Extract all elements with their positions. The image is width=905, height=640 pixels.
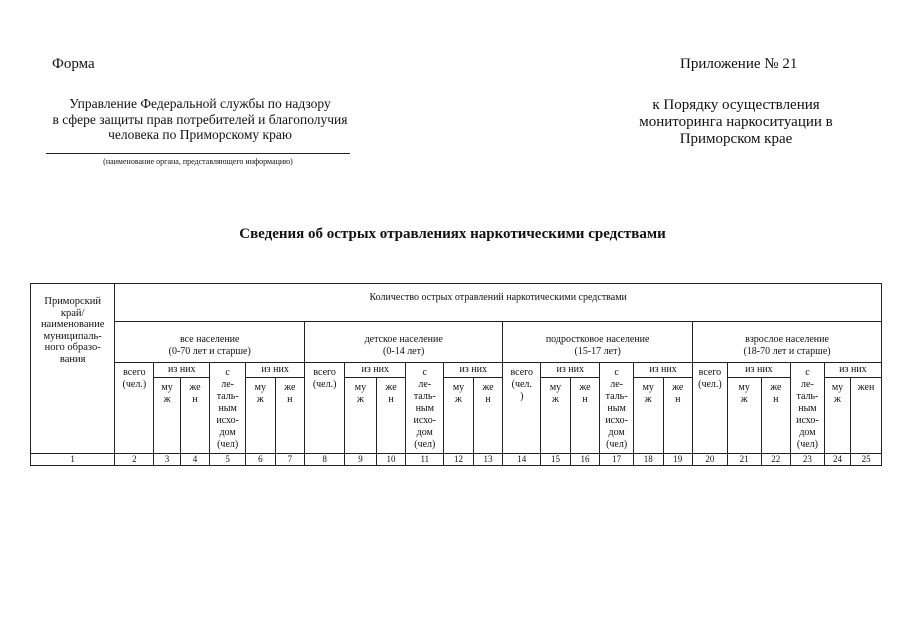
fatal-line: с — [805, 367, 810, 378]
fatal-line: таль- — [216, 391, 239, 402]
male-header — [154, 378, 180, 454]
total-line: (чел.) — [122, 379, 147, 390]
column-number: 4 — [180, 454, 210, 466]
of-them-text: из них — [839, 364, 867, 375]
column-number: 15 — [541, 454, 571, 466]
column-number: 24 — [824, 454, 850, 466]
fatal-line: ле- — [801, 379, 814, 390]
female-line: же — [579, 382, 591, 393]
fatal-line: ным — [218, 403, 237, 414]
order-line: к Порядку осуществления — [652, 97, 820, 113]
form-label: Форма — [52, 56, 95, 72]
fatal-line: дом — [416, 427, 433, 438]
main-header-text: Количество острых отравлений наркотическими средствами — [369, 292, 627, 303]
male-line: ж — [357, 394, 364, 405]
column-number: 19 — [663, 454, 693, 466]
column-number: 7 — [275, 454, 305, 466]
fatal-line: исхо- — [605, 415, 628, 426]
of-them-header — [154, 363, 210, 378]
column-number: 3 — [154, 454, 180, 466]
total-line: всего — [123, 367, 146, 378]
total-line: (чел.) — [698, 379, 722, 390]
male-line: ж — [740, 394, 748, 405]
female-line: же — [770, 382, 782, 393]
group-age-range: (0-70 лет и старше) — [168, 346, 251, 357]
fatal-line: с — [225, 367, 230, 378]
total-line: всего — [313, 367, 336, 378]
male-line: му — [254, 382, 266, 393]
region-header-line: Приморский — [44, 296, 101, 307]
fatal-header — [600, 363, 634, 454]
fatal-line: исхо- — [216, 415, 239, 426]
male-header — [345, 378, 377, 454]
of-them-header — [541, 363, 600, 378]
total-line: всего — [698, 367, 722, 378]
female-line: же — [482, 382, 494, 393]
fatal-line: таль- — [413, 391, 436, 402]
region-header-line: наименование — [40, 319, 105, 330]
fatal-line: (чел) — [796, 439, 818, 450]
fatal-line: (чел) — [217, 439, 239, 450]
female-line: н — [287, 394, 293, 405]
fatal-line: таль- — [796, 391, 819, 402]
male-header — [727, 378, 761, 454]
column-number: 14 — [503, 454, 541, 466]
group-label: взрослое население — [745, 334, 829, 345]
group-age-range: (18-70 лет и старше) — [743, 346, 831, 357]
column-number: 12 — [444, 454, 474, 466]
column-number: 20 — [693, 454, 728, 466]
group-children — [305, 322, 503, 363]
female-line: же — [672, 382, 684, 393]
poisoning-table — [30, 283, 882, 466]
column-number: 13 — [473, 454, 503, 466]
fatal-line: ле- — [610, 379, 624, 390]
female-line: н — [388, 394, 394, 405]
of-them-text: из них — [361, 364, 389, 375]
female-line: же — [284, 382, 296, 393]
female-header — [663, 378, 693, 454]
female-header — [275, 378, 305, 454]
female-header — [473, 378, 503, 454]
fatal-line: (чел) — [606, 439, 628, 450]
fatal-line: ле- — [418, 379, 432, 390]
of-them-header — [444, 363, 503, 378]
column-number: 21 — [727, 454, 761, 466]
column-number: 5 — [210, 454, 246, 466]
column-number: 8 — [305, 454, 345, 466]
column-number: 17 — [600, 454, 634, 466]
fatal-line: дом — [799, 427, 816, 438]
male-header — [444, 378, 474, 454]
of-them-header — [727, 363, 790, 378]
male-header — [246, 378, 276, 454]
column-number: 9 — [345, 454, 377, 466]
male-line: ж — [455, 394, 462, 405]
column-number: 22 — [761, 454, 791, 466]
male-line: ж — [644, 394, 652, 405]
total-header — [503, 363, 541, 454]
group-label: все население — [179, 334, 240, 345]
fatal-line: (чел) — [414, 439, 436, 450]
female-header — [761, 378, 791, 454]
main-header — [115, 284, 882, 322]
male-line: ж — [256, 394, 264, 405]
female-line: н — [485, 394, 491, 405]
of-them-text: из них — [261, 364, 289, 375]
female-line: н — [773, 394, 779, 405]
total-header — [305, 363, 345, 454]
column-number: 11 — [406, 454, 444, 466]
region-header-line: ного образо- — [44, 342, 101, 353]
male-header — [634, 378, 664, 454]
fatal-header — [406, 363, 444, 454]
fatal-line: дом — [608, 427, 625, 438]
appendix-label: Приложение № 21 — [680, 56, 798, 72]
male-line: ж — [834, 394, 841, 405]
female-line: н — [675, 394, 681, 405]
fatal-line: ным — [798, 403, 817, 414]
organization-caption: (наименование органа, представляющего информацию) — [103, 157, 293, 166]
column-number: 10 — [376, 454, 406, 466]
male-header — [541, 378, 571, 454]
group-label: детское население — [364, 334, 443, 345]
male-line: му — [549, 382, 562, 393]
fatal-line: ле- — [221, 379, 235, 390]
of-them-text: из них — [745, 364, 773, 375]
column-number: 18 — [634, 454, 664, 466]
fatal-line: с — [614, 367, 619, 378]
of-them-text: из них — [649, 364, 677, 375]
order-line: мониторинга наркоситуации в — [639, 114, 833, 130]
female-header — [376, 378, 406, 454]
male-line: му — [738, 382, 750, 393]
female-header — [570, 378, 600, 454]
fatal-line: таль- — [605, 391, 628, 402]
female-header — [180, 378, 210, 454]
fatal-line: ным — [607, 403, 626, 414]
group-age-range: (0-14 лет) — [383, 346, 425, 357]
female-header — [851, 378, 882, 454]
female-line: жен — [857, 382, 875, 393]
column-number: 23 — [791, 454, 825, 466]
fatal-line: исхо- — [796, 415, 819, 426]
male-line: му — [354, 382, 367, 393]
female-line: же — [189, 382, 201, 393]
column-number: 25 — [851, 454, 882, 466]
male-header — [824, 378, 850, 454]
region-header-line: муниципаль- — [43, 330, 102, 342]
male-line: му — [452, 382, 465, 393]
of-them-text: из них — [556, 364, 584, 375]
group-age-range: (15-17 лет) — [574, 346, 621, 357]
fatal-line: с — [422, 367, 427, 378]
document-title: Сведения об острых отравлениях наркотическими средствами — [239, 226, 666, 242]
organization-underline — [46, 153, 350, 154]
male-line: му — [161, 382, 173, 393]
male-line: му — [642, 382, 654, 393]
organization-line: Управление Федеральной службы по надзору — [69, 96, 331, 111]
column-number: 16 — [570, 454, 600, 466]
total-line: (чел.) — [312, 379, 337, 390]
female-line: же — [385, 382, 397, 393]
order-line: Приморском крае — [679, 131, 793, 147]
column-number: 2 — [115, 454, 154, 466]
female-line: н — [192, 394, 198, 405]
of-them-header — [824, 363, 881, 378]
of-them-header — [634, 363, 693, 378]
of-them-header — [345, 363, 406, 378]
of-them-text: из них — [459, 364, 488, 375]
total-header — [693, 363, 728, 454]
fatal-line: ным — [415, 403, 434, 414]
column-numbers-row — [31, 454, 882, 466]
region-header — [31, 284, 115, 454]
organization-line: человека по Приморскому краю — [108, 127, 292, 142]
male-line: му — [831, 382, 844, 393]
fatal-header — [210, 363, 246, 454]
region-header-line: вания — [59, 353, 86, 365]
female-line: н — [582, 394, 588, 405]
order-reference — [620, 97, 852, 148]
organization-name — [40, 96, 360, 143]
of-them-text: из них — [168, 364, 196, 375]
total-line: всего — [510, 367, 534, 378]
column-number: 1 — [31, 454, 115, 466]
group-adults — [693, 322, 882, 363]
group-label: подростковое население — [545, 334, 650, 345]
of-them-header — [246, 363, 305, 378]
male-line: ж — [552, 394, 559, 405]
column-number: 6 — [246, 454, 276, 466]
organization-line: в сфере защиты прав потребителей и благополучия — [52, 111, 348, 127]
region-header-line: край/ — [60, 307, 85, 319]
total-line: ) — [520, 391, 524, 402]
total-header — [115, 363, 154, 454]
fatal-line: дом — [219, 427, 236, 438]
male-line: ж — [163, 394, 171, 405]
total-line: (чел. — [511, 379, 532, 390]
fatal-line: исхо- — [413, 415, 437, 426]
group-teenagers — [503, 322, 693, 363]
group-all-population — [115, 322, 305, 363]
fatal-header — [791, 363, 825, 454]
